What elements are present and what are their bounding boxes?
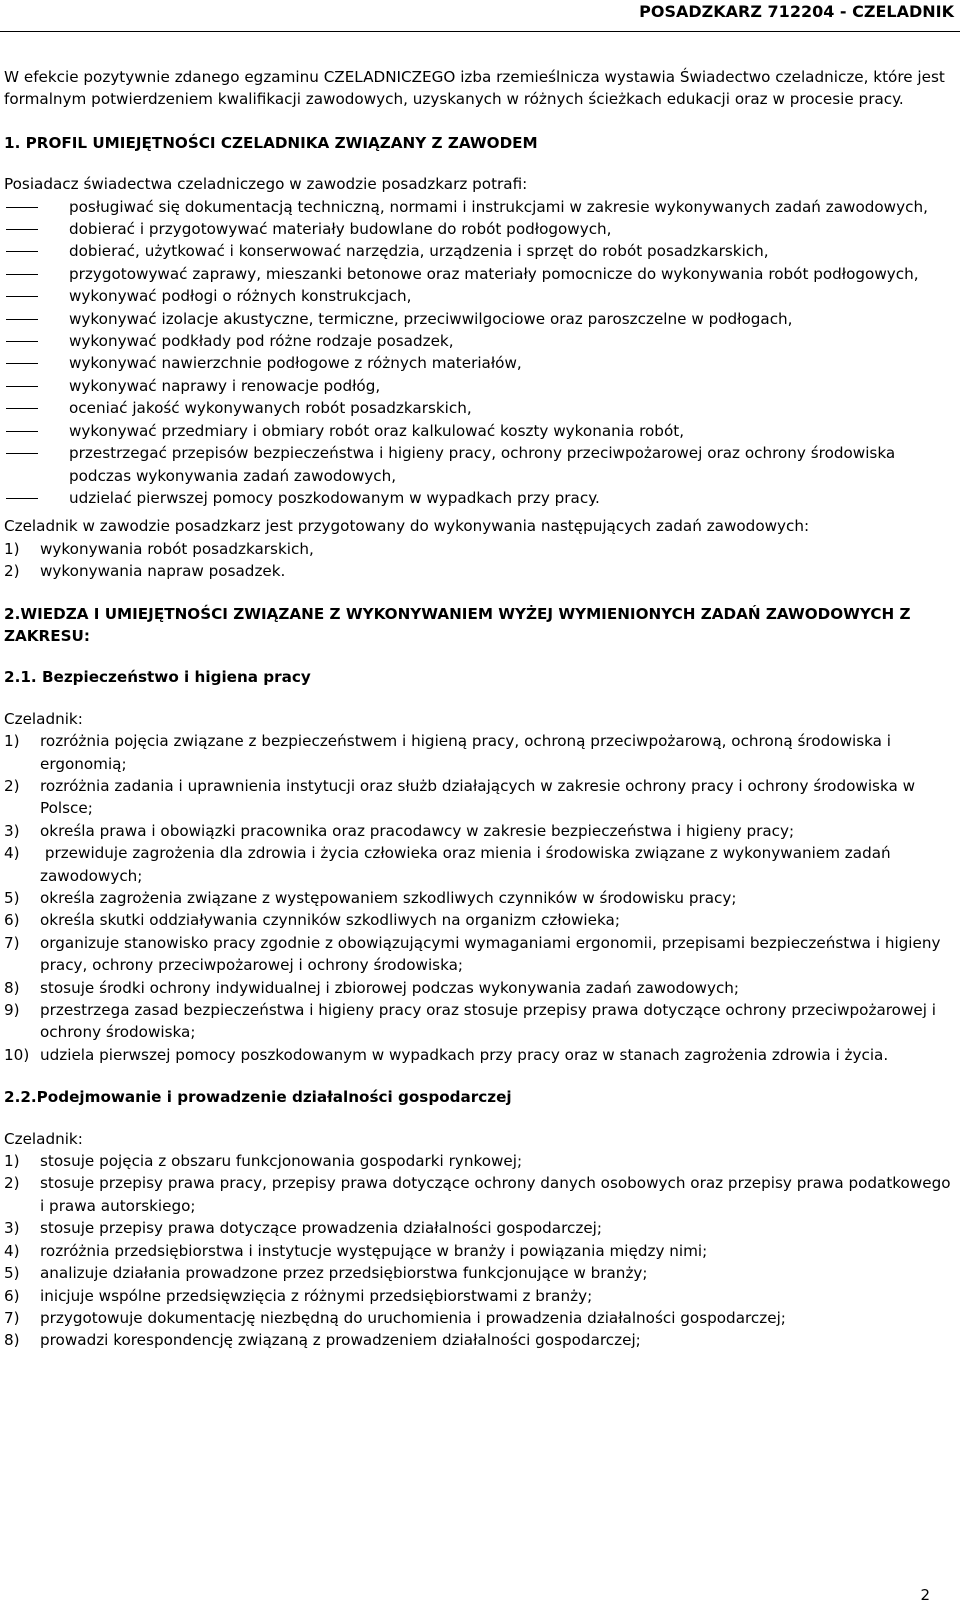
dash-bullet-icon	[6, 274, 38, 275]
section-2-2-lead: Czeladnik:	[4, 1129, 83, 1148]
list-item	[4, 263, 956, 285]
list-item-text: określa zagrożenia związane z występowaniem szkodliwych czynników w środowisku pracy;	[40, 889, 737, 907]
list-item	[4, 842, 956, 887]
dash-bullet-icon	[6, 363, 38, 364]
list-item-text: wykonywać podkłady pod różne rodzaje posadzek,	[69, 332, 454, 351]
list-item	[4, 1262, 956, 1284]
list-item	[4, 487, 956, 509]
list-item-text: dobierać, użytkować i konserwować narzędzia, urządzenia i sprzęt do robót posadzkarskich,	[69, 242, 769, 261]
list-item-text: udziela pierwszej pomocy poszkodowanym w wypadkach przy pracy oraz w stanach zagrożenia zdrowia i życia.	[40, 1045, 889, 1064]
list-item-number: 2)	[4, 776, 20, 795]
list-item-text: analizuje działania prowadzone przez przedsiębiorstwa funkcjonujące w branży;	[40, 1264, 648, 1283]
list-item	[4, 775, 956, 820]
list-item-text: rozróżnia przedsiębiorstwa i instytucje występujące w branży i powiązania między nimi;	[40, 1241, 708, 1260]
list-item-number: 9)	[4, 1001, 20, 1020]
list-item-number: 10)	[4, 1045, 30, 1064]
list-item-text: inicjuje wspólne przedsięwzięcia z różnymi przedsiębiorstwami z branży;	[40, 1286, 593, 1305]
list-item	[4, 1329, 956, 1351]
list-item	[4, 999, 956, 1044]
list-item-number: 1)	[4, 539, 20, 558]
list-item-text: wykonywać izolacje akustyczne, termiczne, przeciwwilgociowe oraz paroszczelne w podłogach,	[69, 309, 793, 328]
list-item	[4, 397, 956, 419]
document-header: POSADZKARZ 712204 - CZELADNIK	[639, 2, 954, 21]
list-item	[4, 218, 956, 240]
dash-bullet-icon	[6, 431, 38, 432]
list-item-text: wykonywania robót posadzkarskich,	[40, 539, 314, 558]
list-item-text: wykonywania napraw posadzek.	[40, 562, 286, 581]
dash-bullet-icon	[6, 408, 38, 409]
list-item	[4, 240, 956, 262]
section-2-title: 2.WIEDZA I UMIEJĘTNOŚCI ZWIĄZANE Z WYKONYWANIEM WYŻEJ WYMIENIONYCH ZADAŃ ZAWODOWYCH Z ZAKRESU:	[4, 604, 911, 645]
list-item-number: 1)	[4, 732, 20, 751]
list-item	[4, 1285, 956, 1307]
list-item-number: 5)	[4, 889, 20, 907]
list-item	[4, 730, 956, 775]
list-item-text: rozróżnia pojęcia związane z bezpieczeństwem i higieną pracy, ochroną przeciwpożarową, ochroną środowiska i ergonomią;	[40, 732, 892, 773]
intro-paragraph: W efekcie pozytywnie zdanego egzaminu CZELADNICZEGO izba rzemieślnicza wystawia Świadectwo czeladnicze, które jest formalnym potwierdzeniem kwalifikacji zawodowych, uzyskanych w różnych ścieżkach edukacji oraz w procesie pracy.	[4, 68, 945, 109]
list-item-text: rozróżnia zadania i uprawnienia instytucji oraz służb działających w zakresie ochrony pracy i ochrony środowiska w Polsce;	[40, 776, 916, 818]
list-item-text: stosuje pojęcia z obszaru funkcjonowania gospodarki rynkowej;	[40, 1152, 523, 1171]
list-item-number: 3)	[4, 1219, 20, 1238]
list-item-number: 7)	[4, 933, 20, 952]
list-item-text: przygotowuje dokumentację niezbędną do uruchomienia i prowadzenia działalności gospodarczej;	[40, 1308, 786, 1327]
list-item	[4, 560, 956, 582]
list-item	[4, 1240, 956, 1262]
list-item-number: 1)	[4, 1152, 20, 1171]
list-item-text: dobierać i przygotowywać materiały budowlane do robót podłogowych,	[69, 220, 612, 239]
list-item	[4, 1044, 956, 1066]
list-item-number: 4)	[4, 844, 20, 863]
list-item	[4, 308, 956, 330]
list-item-text: organizuje stanowisko pracy zgodnie z obowiązującymi wymaganiami ergonomii, przepisami bezpieczeństwa i higieny pracy, ochrony przeciwpożarowej i ochrony środowiska;	[40, 933, 941, 975]
list-item	[4, 932, 956, 977]
list-item	[4, 196, 956, 218]
list-item-number: 6)	[4, 911, 20, 930]
header-rule	[0, 31, 960, 32]
list-item	[4, 977, 956, 999]
tasks-list	[4, 538, 956, 583]
list-item-text: określa skutki oddziaływania czynników szkodliwych na organizm człowieka;	[40, 911, 620, 930]
section-2-2-title: 2.2.Podejmowanie i prowadzenie działalności gospodarczej	[4, 1088, 512, 1107]
list-item-number: 2)	[4, 1174, 20, 1193]
list-item	[4, 1307, 956, 1329]
list-item	[4, 1217, 956, 1239]
list-item-number: 8)	[4, 1331, 20, 1350]
list-item	[4, 442, 956, 487]
dash-bullet-icon	[6, 319, 38, 320]
dash-bullet-icon	[6, 207, 38, 208]
list-item-text: przestrzegać przepisów bezpieczeństwa i higieny pracy, ochrony przeciwpożarowej oraz ochrony środowiska podczas wykonywania zadań zawodowych,	[69, 444, 896, 485]
list-item-number: 3)	[4, 821, 20, 840]
business-list	[4, 1150, 956, 1352]
list-item-number: 6)	[4, 1286, 20, 1305]
dash-bullet-icon	[6, 498, 38, 499]
list-item-text: udzielać pierwszej pomocy poszkodowanym w wypadkach przy pracy.	[69, 488, 600, 507]
document-body	[4, 66, 956, 1352]
list-item-text: prowadzi korespondencję związaną z prowadzeniem działalności gospodarczej;	[40, 1331, 641, 1350]
list-item-text: przestrzega zasad bezpieczeństwa i higieny pracy oraz stosuje przepisy prawa dotyczące ochrony przeciwpożarowej i ochrony środowiska;	[40, 1001, 936, 1042]
list-item	[4, 375, 956, 397]
list-item	[4, 420, 956, 442]
skills-list	[4, 196, 956, 510]
list-item	[4, 538, 956, 560]
list-item	[4, 820, 956, 842]
list-item	[4, 1150, 956, 1172]
dash-bullet-icon	[6, 296, 38, 297]
section-2-1-title: 2.1. Bezpieczeństwo i higiena pracy	[4, 668, 311, 687]
list-item-text: stosuje środki ochrony indywidualnej i zbiorowej podczas wykonywania zadań zawodowych;	[40, 978, 740, 997]
list-item-text: stosuje przepisy prawa dotyczące prowadzenia działalności gospodarczej;	[40, 1219, 603, 1238]
section-1-title: 1. PROFIL UMIEJĘTNOŚCI CZELADNIKA ZWIĄZANY Z ZAWODEM	[4, 133, 538, 152]
section-2-1-lead: Czeladnik:	[4, 709, 83, 728]
list-item-number: 2)	[4, 562, 20, 581]
list-item	[4, 909, 956, 931]
list-item	[4, 887, 956, 909]
list-item	[4, 285, 956, 307]
list-item-text: wykonywać nawierzchnie podłogowe z różnych materiałów,	[69, 354, 522, 373]
list-item-text: stosuje przepisy prawa pracy, przepisy prawa dotyczące ochrony danych osobowych oraz przepisy prawa podatkowego i prawa autorskiego;	[40, 1174, 951, 1215]
dash-bullet-icon	[6, 341, 38, 342]
list-item-text: przygotowywać zaprawy, mieszanki betonowe oraz materiały pomocnicze do wykonywania robót podłogowych,	[69, 264, 919, 283]
tasks-lead: Czeladnik w zawodzie posadzkarz jest przygotowany do wykonywania następujących zadań zawodowych:	[4, 517, 810, 536]
list-item-number: 7)	[4, 1308, 20, 1327]
list-item	[4, 1172, 956, 1217]
bhp-list	[4, 730, 956, 1066]
list-item-text: posługiwać się dokumentacją techniczną, normami i instrukcjami w zakresie wykonywanych zadań zawodowych,	[69, 197, 928, 216]
list-item-text: określa prawa i obowiązki pracownika oraz pracodawcy w zakresie bezpieczeństwa i higieny pracy;	[40, 821, 795, 840]
dash-bullet-icon	[6, 386, 38, 387]
list-item	[4, 352, 956, 374]
list-item-number: 8)	[4, 978, 20, 997]
list-item-number: 4)	[4, 1241, 20, 1260]
dash-bullet-icon	[6, 453, 38, 454]
list-item-text: przewiduje zagrożenia dla zdrowia i życia człowieka oraz mienia i środowiska związane z wykonywaniem zadań zawodowych;	[40, 844, 896, 885]
list-item-number: 5)	[4, 1264, 20, 1283]
page-number: 2	[920, 1586, 930, 1604]
list-item-text: wykonywać przedmiary i obmiary robót oraz kalkulować koszty wykonania robót,	[69, 421, 685, 440]
list-item	[4, 330, 956, 352]
dash-bullet-icon	[6, 229, 38, 230]
list-item-text: wykonywać naprawy i renowacje podłóg,	[69, 376, 381, 395]
section-1-lead: Posiadacz świadectwa czeladniczego w zawodzie posadzkarz potrafi:	[4, 175, 528, 194]
list-item-text: wykonywać podłogi o różnych konstrukcjach,	[69, 287, 412, 306]
list-item-text: oceniać jakość wykonywanych robót posadzkarskich,	[69, 399, 472, 418]
dash-bullet-icon	[6, 251, 38, 252]
